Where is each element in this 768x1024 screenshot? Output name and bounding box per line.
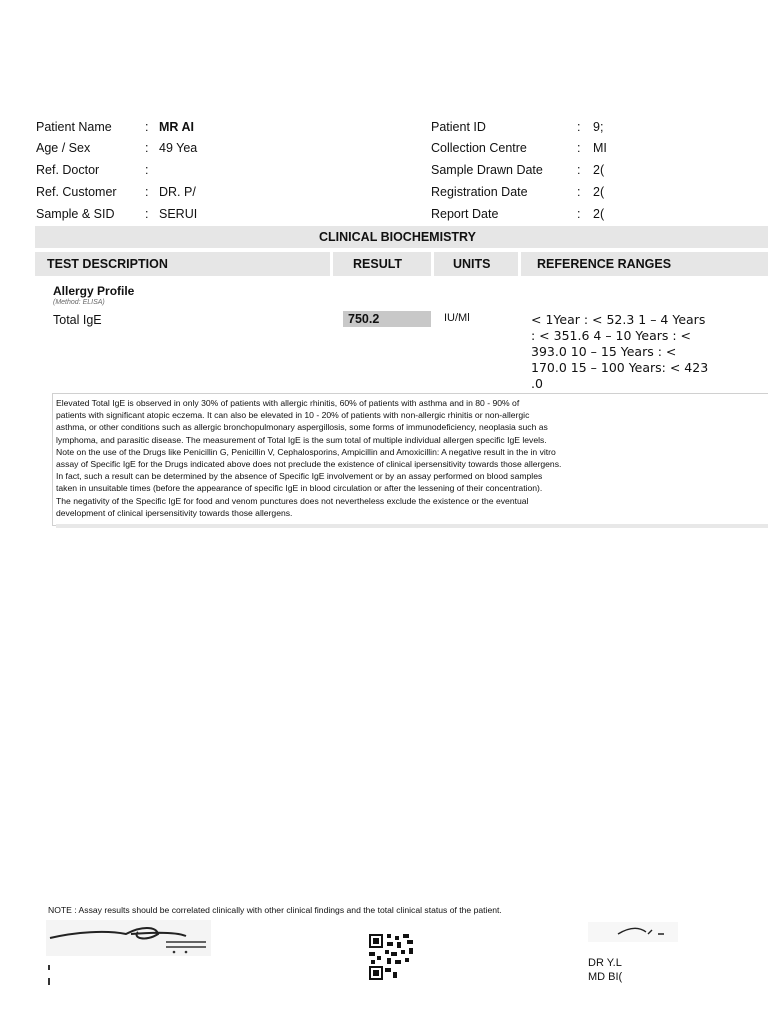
report-field-value: MI xyxy=(593,141,607,155)
patient-field-colon: : xyxy=(145,207,149,221)
patient-field-label: Age / Sex xyxy=(36,141,91,155)
report-field-value: 2( xyxy=(593,163,605,177)
patient-field-value: SERUI xyxy=(159,207,198,221)
interpretation-line: Note on the use of the Drugs like Penicillin G, Penicillin V, Cephalosporins, Ampicillin and Amoxicillin: A negative result in the in vitro xyxy=(56,446,556,457)
report-field-value: 9; xyxy=(593,120,604,134)
report-field-colon: : xyxy=(577,185,581,199)
interpretation-line: Elevated Total IgE is observed in only 30% of patients with allergic rhinitis, 60% of patients with asthma and in 80 - 90% of xyxy=(56,398,520,408)
patient-field-colon: : xyxy=(145,141,149,155)
patient-field-label: Patient Name xyxy=(36,120,112,134)
interpretation-line: lymphoma, and parasitic disease. The measurement of Total IgE is the sum total of multiple individual allergen specific IgE levels. xyxy=(56,434,547,445)
report-field-colon: : xyxy=(577,207,581,221)
report-field-value: 2( xyxy=(593,185,605,199)
patient-field-colon: : xyxy=(145,163,149,177)
report-field-label: Report Date xyxy=(431,207,499,221)
signature-left xyxy=(46,920,216,956)
department-title: CLINICAL BIOCHEMISTRY xyxy=(319,230,476,244)
test-units: IU/Ml xyxy=(444,312,470,324)
column-header-result: RESULT xyxy=(353,257,403,271)
interpretation-line: patients with significant atopic eczema. It can also be elevated in 10 - 20% of patients with non-allergic rhinitis or non-allergic xyxy=(56,410,530,421)
test-name: Total IgE xyxy=(53,313,102,327)
report-field-label: Registration Date xyxy=(431,185,528,199)
interpretation-line: In fact, such a result can be determined by the absence of Specific IgE involvement or by an assay performed on blood samples xyxy=(56,471,543,482)
reference-line: 393.0 10 – 15 Years : < xyxy=(531,344,677,359)
interpretation-text xyxy=(56,397,764,519)
report-field-label: Collection Centre xyxy=(431,141,527,155)
reference-line: 170.0 15 – 100 Years: < 423 xyxy=(531,360,709,375)
report-field-colon: : xyxy=(577,141,581,155)
patient-field-value: DR. P/ xyxy=(159,185,196,199)
profile-name: Allergy Profile xyxy=(53,284,135,298)
report-field-label: Patient ID xyxy=(431,120,486,134)
signature-left-mark-b xyxy=(48,978,50,985)
patient-field-label: Ref. Customer xyxy=(36,185,117,199)
report-field-label: Sample Drawn Date xyxy=(431,163,543,177)
interpretation-line: assay of Specific IgE for the Drugs indicated above does not preclude the existence of clinical ipersensitivity towards those allergens. xyxy=(56,459,562,470)
column-header-units: UNITS xyxy=(453,257,491,271)
doctor-degree: MD BI( xyxy=(588,971,623,983)
patient-field-label: Ref. Doctor xyxy=(36,163,100,177)
column-header-test: TEST DESCRIPTION xyxy=(47,257,168,271)
doctor-name: DR Y.L xyxy=(588,957,622,969)
report-field-colon: : xyxy=(577,120,581,134)
footer-note: NOTE : Assay results should be correlated clinically with other clinical findings and the total clinical status of the patient. xyxy=(48,905,502,915)
signature-right xyxy=(588,922,678,942)
patient-field-value: MR AІ xyxy=(159,120,194,134)
patient-field-colon: : xyxy=(145,120,149,134)
reference-line: < 1Year : < 52.3 1 – 4 Years xyxy=(531,312,706,327)
reference-line: .0 xyxy=(531,376,543,391)
profile-method: (Method: ELISA) xyxy=(53,299,105,306)
interpretation-line: development of clinical ipersensitivity towards those allergens. xyxy=(56,507,293,518)
column-header-reference: REFERENCE RANGES xyxy=(537,257,672,271)
interpretation-line: The negativity of the Specific IgE for food and venom punctures does not nevertheless exclude the existence or the eventual xyxy=(56,495,529,506)
report-field-value: 2( xyxy=(593,207,605,221)
interpretation-line: taken in unsuitable times (before the appearance of specific IgE in blood circulation or after the lessening of their concentration). xyxy=(56,483,543,494)
interpretation-shadow xyxy=(56,524,768,528)
test-result: 750.2 xyxy=(348,312,380,326)
interpretation-line: asthma, or other conditions such as allergic bronchopulmonary aspergillosis, some forms of immunodeficiency, neoplasia such as xyxy=(56,422,548,433)
signature-left-mark-a xyxy=(48,965,50,970)
patient-field-colon: : xyxy=(145,185,149,199)
patient-field-value: 49 Yea xyxy=(159,141,198,155)
patient-field-label: Sample & SID xyxy=(36,207,115,221)
qr-code-icon xyxy=(369,934,415,980)
report-field-colon: : xyxy=(577,163,581,177)
reference-ranges xyxy=(531,312,766,392)
reference-line: : < 351.6 4 – 10 Years : < xyxy=(531,328,692,343)
